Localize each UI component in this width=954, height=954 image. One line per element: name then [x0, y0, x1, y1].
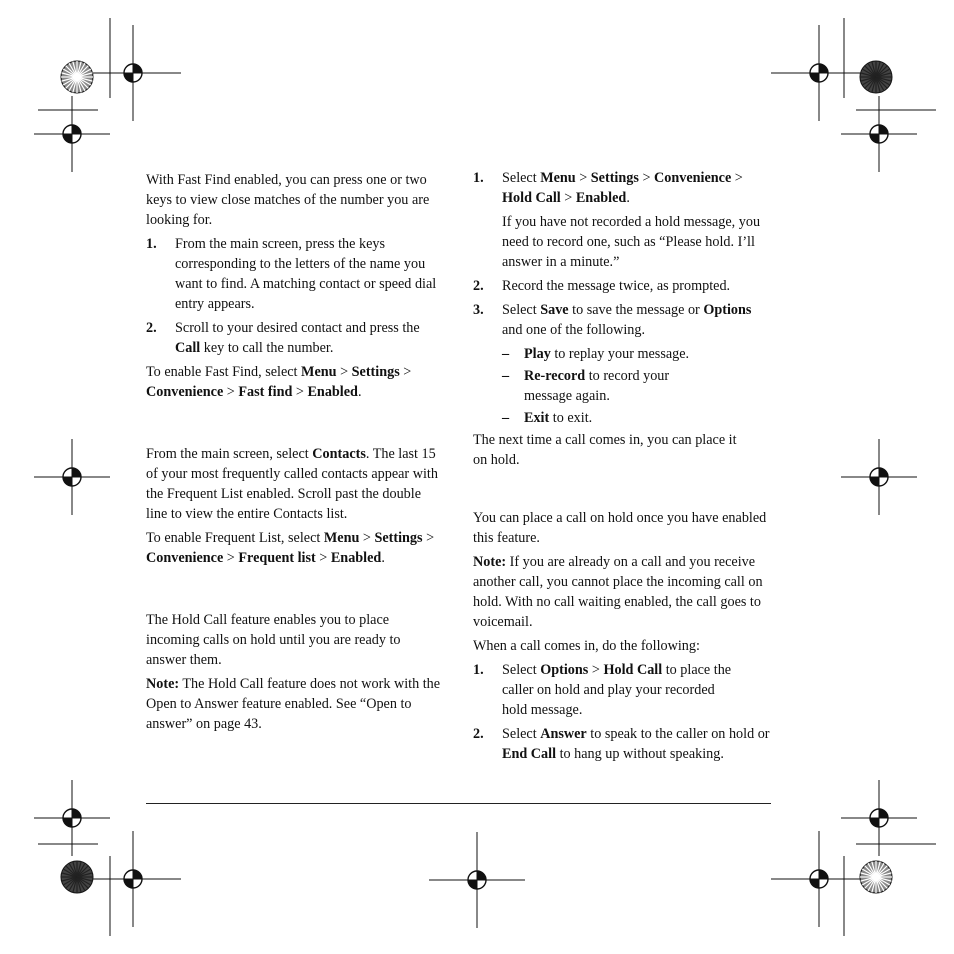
registration-mark-icon	[63, 477, 72, 486]
frequent-enable: To enable Frequent List, select Menu > Settings > Convenience > Frequent list > Enabled.	[146, 530, 435, 566]
next-time-text: The next time a call comes in, you can place it on hold.	[473, 432, 737, 468]
hold-step-1: 1. Select Menu > Settings > Convenience > Hold Call > Enabled.	[473, 170, 743, 206]
registration-mark-icon	[879, 468, 888, 477]
fast-find-enable: To enable Fast Find, select Menu > Settings > Convenience > Fast find > Enabled.	[146, 364, 412, 400]
frequent-intro: From the main screen, select Contacts. The last 15 of your most frequently called contacts appear with the Frequent List enabled. Scroll past the double line to view the entire Contacts list.	[146, 446, 438, 522]
hold-step-1-sub: If you have not recorded a hold message, you need to record one, such as “Please hold. I’ll answer in a minute.”	[502, 214, 761, 270]
registration-mark-icon	[810, 73, 819, 82]
call-note: Note: If you are already on a call and you receive another call, you cannot place the incoming call on hold. With no call waiting enabled, the call goes to voicemail.	[473, 554, 763, 630]
registration-mark-icon	[879, 125, 888, 134]
hold-note: Note: The Hold Call feature does not work with the Open to Answer feature enabled. See “Open to answer” on page 43.	[146, 676, 441, 732]
registration-mark-icon	[133, 870, 142, 879]
final-step-2: 2. Select Answer to speak to the caller on hold or End Call to hang up without speaking.	[473, 726, 770, 762]
option-exit: – Exit to exit.	[502, 410, 593, 426]
registration-mark-icon	[133, 64, 142, 73]
registration-mark-icon	[477, 871, 486, 880]
registration-mark-icon	[72, 468, 81, 477]
registration-mark-icon	[72, 809, 81, 818]
final-step-1: 1. Select Options > Hold Call to place the caller on hold and play your recorded hold message.	[473, 662, 732, 718]
registration-mark-icon	[870, 477, 879, 486]
registration-mark-icon	[63, 134, 72, 143]
registration-mark-icon	[870, 134, 879, 143]
hold-step-2: 2. Record the message twice, as prompted.	[473, 278, 731, 294]
when-call-text: When a call comes in, do the following:	[473, 638, 700, 654]
registration-mark-icon	[72, 125, 81, 134]
registration-mark-icon	[124, 879, 133, 888]
place-intro: You can place a call on hold once you have enabled this feature.	[473, 510, 767, 546]
hold-intro: The Hold Call feature enables you to place incoming calls on hold until you are ready to answer them.	[146, 612, 401, 668]
fast-find-step-1: 1. From the main screen, press the keys corresponding to the letters of the name you want to find. A matching contact or speed dial entry appears.	[146, 236, 437, 312]
hold-step-3: 3. Select Save to save the message or Options and one of the following.	[473, 302, 752, 338]
option-re-record: – Re-record to record your message again.	[502, 368, 670, 404]
registration-mark-icon	[810, 879, 819, 888]
registration-mark-icon	[468, 880, 477, 889]
registration-mark-icon	[819, 870, 828, 879]
registration-mark-icon	[63, 818, 72, 827]
option-play: – Play to replay your message.	[502, 346, 690, 362]
fast-find-step-2: 2. Scroll to your desired contact and press the Call key to call the number.	[146, 320, 420, 356]
registration-mark-icon	[819, 64, 828, 73]
registration-mark-icon	[879, 809, 888, 818]
registration-mark-icon	[124, 73, 133, 82]
registration-mark-icon	[870, 818, 879, 827]
fast-find-intro: With Fast Find enabled, you can press one or two keys to view close matches of the number you are looking for.	[146, 172, 430, 228]
